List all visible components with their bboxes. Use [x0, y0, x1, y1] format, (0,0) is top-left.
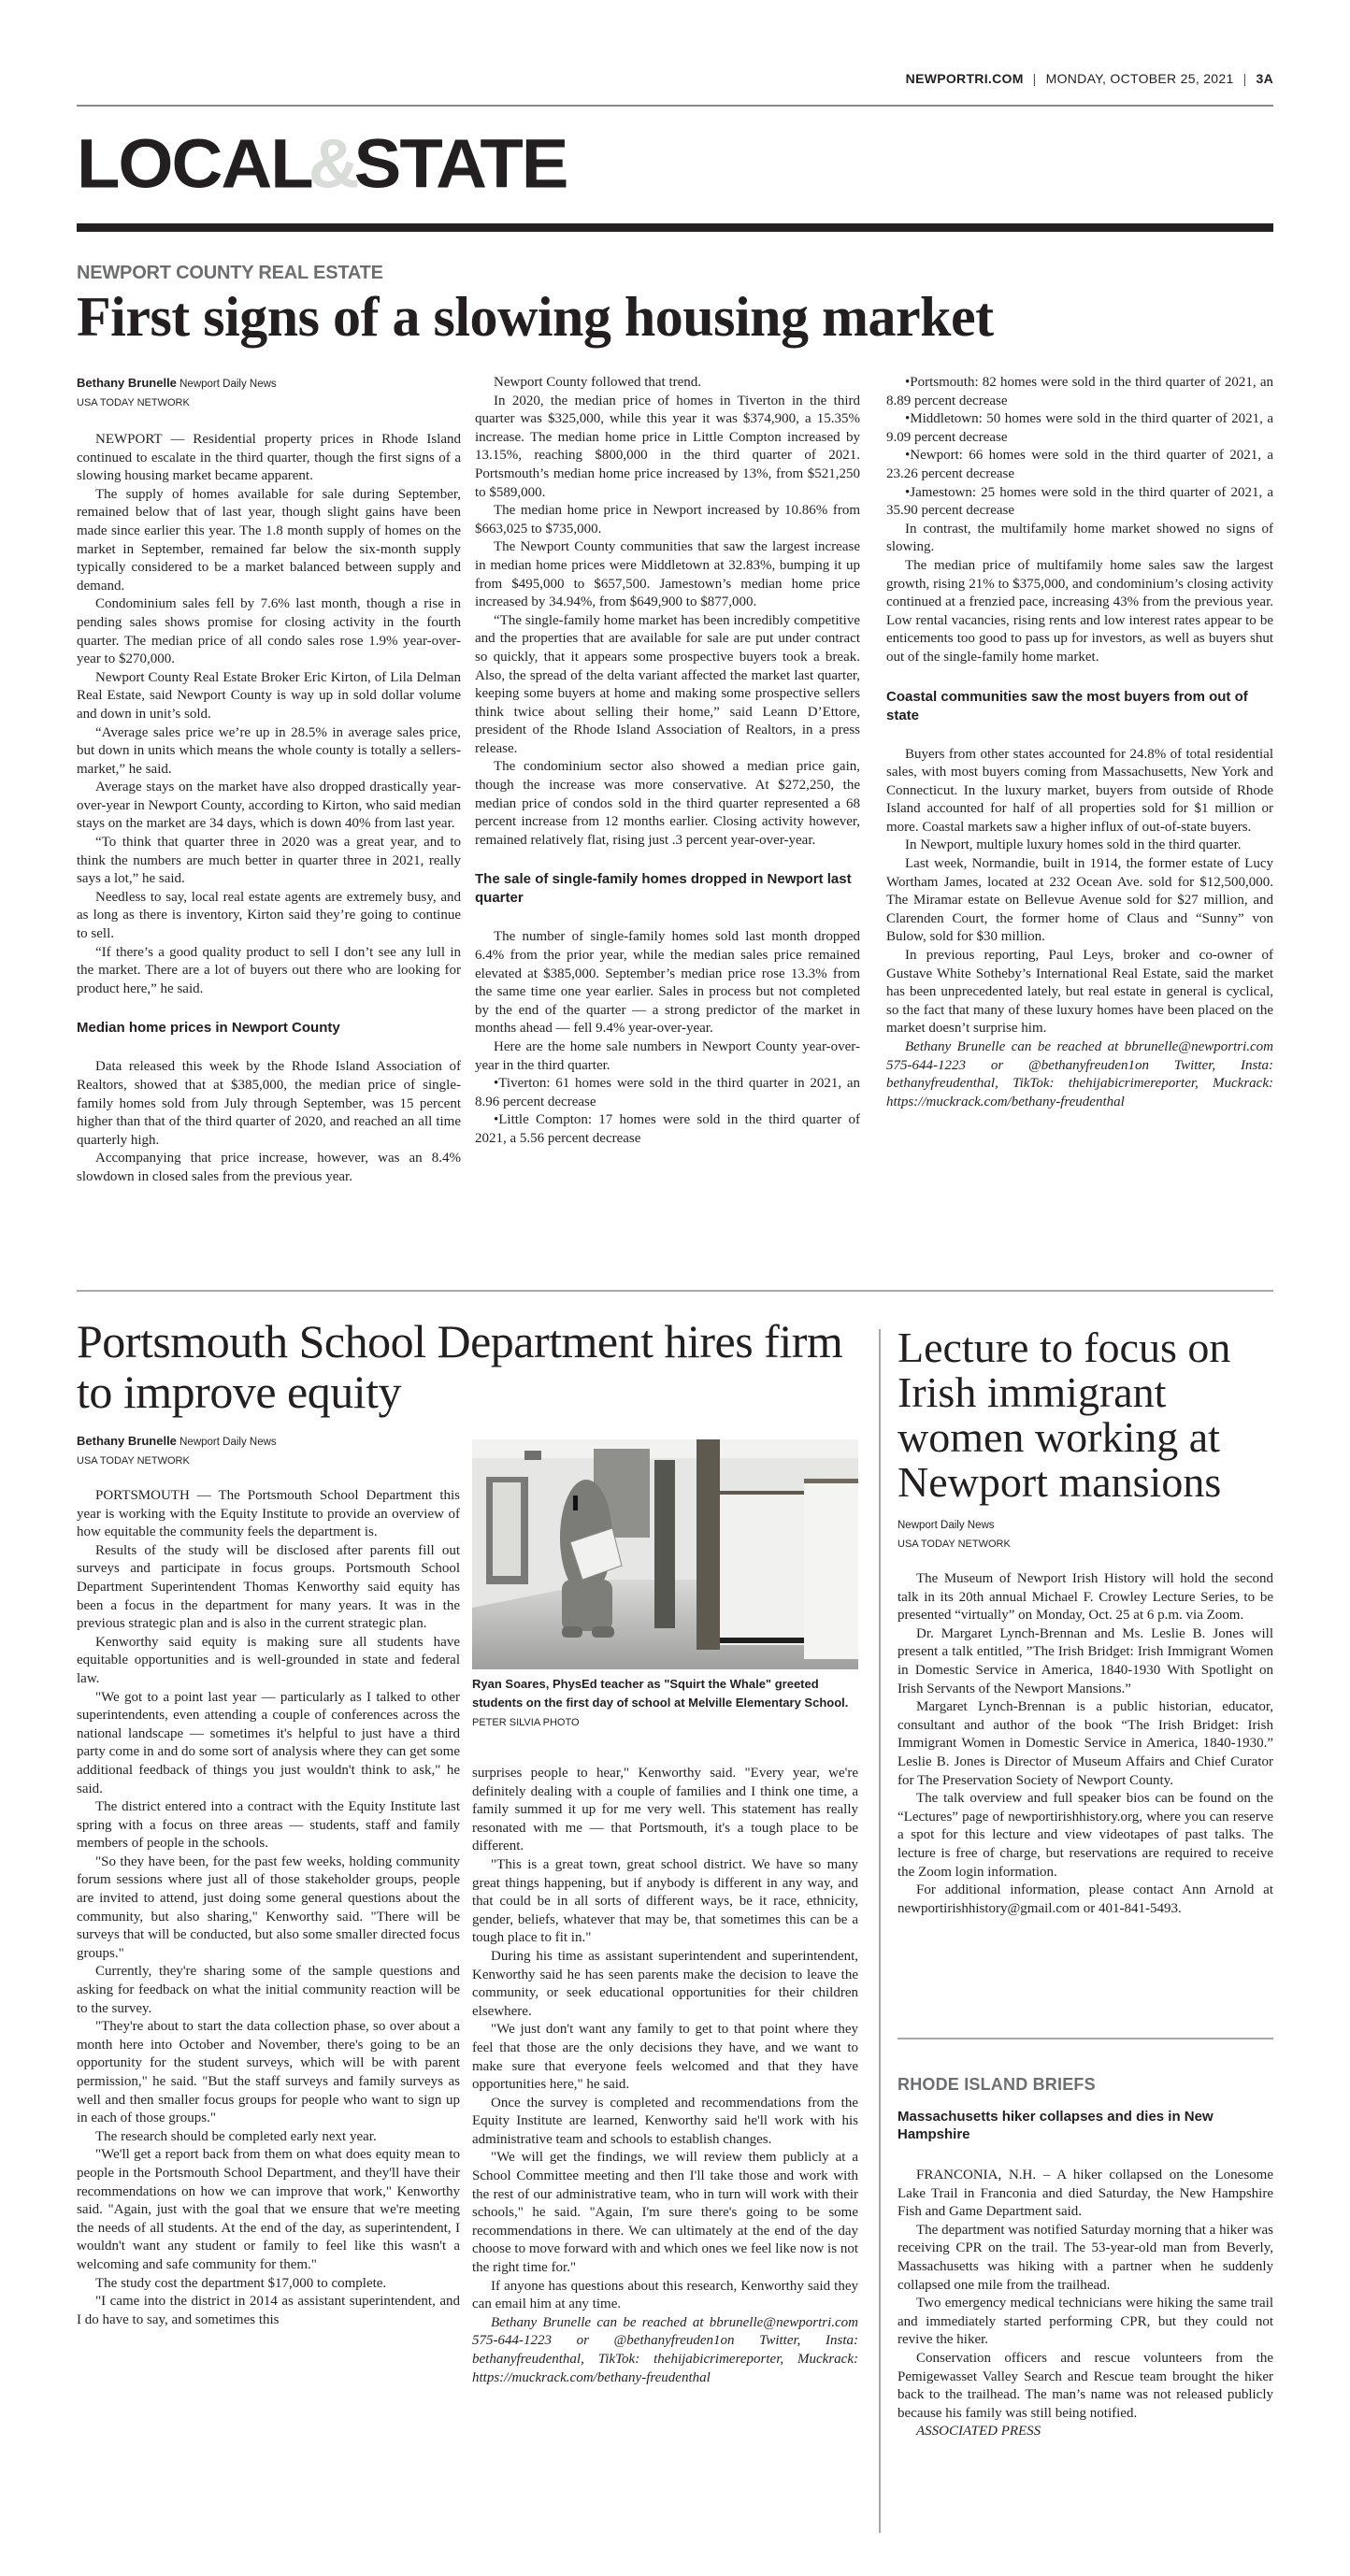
paragraph: The median home price in Newport increased by 10.86% from $663,025 to $735,000.: [475, 503, 860, 537]
subhead-coastal-buyers: Coastal communities saw the most buyers from out of state: [886, 688, 1248, 723]
story1-column-2: [475, 374, 860, 1149]
hallway-mascot-photo-icon: [472, 1439, 858, 1669]
bullet-item: • Tiverton: 61 homes were sold in the third quarter in 2021, an 8.96 percent decrease: [475, 1075, 860, 1111]
byline-network: USA TODAY NETWORK: [898, 1538, 1011, 1550]
paragraph: “The single-family home market has been incredibly competitive and the properties that are available for sale are put under contract so quickly, that it appears some prospective buyers took a break. Also, the spread of the delta variant affected the market last quarter, keeping some buyers at home and making some prospective sellers think twice about selling their home,” said Leann D’Ettore, president of the Rhode Island Association of Realtors, in a press release.: [475, 612, 860, 756]
paragraph: FRANCONIA, N.H. – A hiker collapsed on the Lonesome Lake Trail in Franconia and died Saturday, the New Hampshire Fish and Game Department said.: [898, 2168, 1273, 2220]
paragraph: Last week, Normandie, built in 1914, the former estate of Lucy Wortham James, located at 232 Ocean Ave. sold for $12,500,000. The Miramar estate on Bellevue Avenue sold for $27 million, and Clarenden Court, the former home of Claus and “Sunny” von Bulow, sold for $30 million.: [886, 856, 1273, 945]
story2-headline: Portsmouth School Department hires firm to improve equity: [77, 1315, 843, 1418]
paragraph: "This is a great town, great school district. We have so many great things happening, but if anybody is different in any way, and that could be in all sorts of different ways, be it race, ethnicity, gender, beliefs, whatever that may be, that sometimes this can be a tough place to fit in.": [472, 1856, 858, 1946]
story2-column-1: [77, 1432, 460, 2329]
story1-column-1: [77, 374, 461, 1187]
briefs-section-label: RHODE ISLAND BRIEFS: [898, 2075, 1096, 2094]
paragraph: Data released this week by the Rhode Island Association of Realtors, showed that at $385,000, the median price of single-family homes sold from July through September, was 15 percent higher than that of the third quarter of 2020, and reached an all time quarterly high.: [77, 1059, 461, 1148]
paragraph: “If there’s a good quality product to sell I don’t see any lull in the market. There are a lot of buyers out there who are looking for product here,” he said.: [77, 944, 461, 996]
paragraph: Average stays on the market have also dropped drastically year-over-year in Newport County, according to Kirton, who said median stays on the market are 34 days, which is down 40% from last year.: [77, 780, 461, 832]
site-name: NEWPORTRI.COM: [905, 71, 1024, 86]
byline-outlet: Newport Daily News: [898, 1520, 995, 1531]
paragraph: Currently, they're sharing some of the sample questions and asking for feedback on what the initial community reaction will be to the survey.: [77, 1964, 460, 2016]
byline-outlet: Newport Daily News: [180, 379, 277, 390]
paragraph: Margaret Lynch-Brennan is a public historian, educator, consultant and author of the book “The Irish Bridget: Irish Immigrant Women in Domestic Service in America, 1840-1930.” Leslie B. Jones is Director of Museum Affairs and Chief Curator for The Preservation Society of Newport County.: [898, 1699, 1273, 1788]
paragraph: The talk overview and full speaker bios can be found on the “Lectures” page of newportirishhistory.org, where you can reserve a spot for this lecture and view videotapes of past talks. The lecture is free of charge, but reservations are required to receive the Zoom login information.: [898, 1791, 1273, 1880]
paragraph: The study cost the department $17,000 to complete.: [95, 2275, 387, 2291]
paragraph: The median price of multifamily home sales saw the largest growth, rising 21% to $375,000, and condominium’s closing activity continued at a frenzied pace, increasing 43% from the previous year. Low rental vacancies, rising rents and low interest rates appear to be enticements too good to pass up for investors, as well as buyers shut out of the single-family home market.: [886, 557, 1273, 665]
paragraph: Accompanying that price increase, however, was an 8.4% slowdown in closed sales from the previous year.: [77, 1151, 461, 1184]
paragraph: In 2020, the median price of homes in Tiverton in the third quarter was $325,000, while this year it was $374,900, a 15.35% increase. The median home price in Little Compton increased by 13.15%, reaching $800,000 in the third quarter of 2021. Portsmouth’s median home price increased by 13%, from $521,250 to $589,000.: [475, 393, 860, 500]
photo-caption: [472, 1675, 858, 1732]
story3-byline: [898, 1516, 1273, 1553]
paragraph: Condominium sales fell by 7.6% last month, though a rise in pending sales shows promise for closing activity in the fourth quarter. The median price of all condo sales rose 1.9% year-over-year to $270,000.: [77, 596, 461, 667]
folio: [906, 71, 1273, 86]
bullet-item: • Portsmouth: 82 homes were sold in the third quarter of 2021, an 8.89 percent decrease: [886, 374, 1273, 410]
story1-kicker: NEWPORT COUNTY REAL ESTATE: [77, 263, 383, 283]
story1-byline: [77, 374, 461, 412]
paragraph: The number of single-family homes sold last month dropped 6.4% from the prior year, while the median sales price remained elevated at $385,000. September’s median price rose 13.3% from the same time one year earlier. Sales in process but not completed by the end of the quarter — a strong predictor of the market in months ahead — fell 9.4% year-over-year.: [475, 929, 860, 1037]
author-contact: Bethany Brunelle can be reached at bbrunelle@newportri.com 575-644-1223 or @bethanyfreuden1on Twitter, Insta: bethanyfreudenthal, TikTok: thehijabicrimereporter, Muckrack: https://muckrack.com/bethany-freudenthal: [886, 1039, 1273, 1109]
paragraph: Results of the study will be disclosed after parents fill out surveys and participate in focus groups. Portsmouth School Department Superintendent Thomas Kenworthy said equity has been a focus in the department for many years. It was in the previous strategic plan and is also in the current strategic plan.: [77, 1542, 460, 1632]
paragraph: Dr. Margaret Lynch-Brennan and Ms. Leslie B. Jones will present a talk entitled, ”The Irish Bridget: Irish Immigrant Women in Domestic Service in America, 1840-1930 With Spotlight on Irish Servants of the Newport Mansions.”: [898, 1625, 1273, 1696]
paragraph: Conservation officers and rescue volunteers from the Pemigewasset Valley Search and Rescue team brought the hiker back to the trailhead. The man’s name was not released publicly because his family was still being notified.: [898, 2350, 1273, 2421]
paragraph: The department was notified Saturday morning that a hiker was receiving CPR on the trail. The 53-year-old man from Beverly, Massachusetts was hiking with a partner when he suddenly collapsed one mile from the trailhead.: [898, 2222, 1273, 2293]
paragraph: “To think that quarter three in 2020 was a great year, and to think the numbers are much better in quarter three in 2021, really says a lot,” he said.: [77, 835, 461, 887]
story1-headline: First signs of a slowing housing market: [77, 286, 994, 348]
paragraph: The research should be completed early next year.: [95, 2128, 377, 2144]
story3-column: [898, 1516, 1273, 1918]
paragraph: "We will get the findings, we will review them publicly at a School Committee meeting and then I'll take those and work with the rest of our administrative team, who in turn will work with their schools," he said. "Again, I'm sure there's going to be some recommendations in there. We can ultimately at the end of the day choose to move forward with and which ones we feel like now is not the right time for.": [472, 2150, 858, 2276]
paragraph: In contrast, the multifamily home market showed no signs of slowing.: [886, 521, 1273, 555]
section-masthead: [77, 124, 567, 204]
paragraph: In Newport, multiple luxury homes sold in the third quarter.: [905, 837, 1242, 853]
paragraph: "I came into the district in 2014 as assistant superintendent, and I do have to say, and sometimes this: [77, 2294, 460, 2327]
byline-outlet: Newport Daily News: [180, 1437, 277, 1448]
section-divider: [77, 1290, 1273, 1292]
author-contact: Bethany Brunelle can be reached at bbrunelle@newportri.com 575-644-1223 or @bethanyfreuden1on Twitter, Insta: bethanyfreudenthal, TikTok: thehijabicrimereporter, Muckrack: https://muckrack.com/bethany-freudenthal: [472, 2314, 858, 2385]
paragraph: Newport County followed that trend.: [494, 375, 702, 390]
paragraph: Two emergency medical technicians were hiking the same trail and immediately started performing CPR, but they could not revive the hiker.: [898, 2296, 1273, 2348]
story1-column-3: [886, 374, 1273, 1111]
brief-body: [898, 2167, 1273, 2441]
paragraph: The Museum of Newport Irish History will hold the second talk in its 20th annual Michael F. Crowley Lecture Series, to be presented “virtually” on Monday, Oct. 25 at 6 p.m. via Zoom.: [898, 1571, 1273, 1624]
paragraph: PORTSMOUTH — The Portsmouth School Department this year is working with the Equity Institute to provide an overview of how equitable the community feels the department is.: [77, 1488, 460, 1540]
paragraph: Here are the home sale numbers in Newport County year-over-year in the third quarter.: [475, 1039, 860, 1073]
brief-headline: Massachusetts hiker collapses and dies in New Hampshire: [898, 2109, 1214, 2142]
photo-credit: PETER SILVIA PHOTO: [472, 1717, 580, 1728]
briefs-rule: [898, 2038, 1273, 2039]
byline-author: Bethany Brunelle: [77, 376, 177, 390]
paragraph: "So they have been, for the past few weeks, holding community forum sessions where just all of those stakeholder groups, people are invited to attend, just doing some general questions about the community, but also sharing," Kenworthy said. "There will be surveys that will be conducted, but also some smaller directed focus groups.": [77, 1853, 460, 1961]
bullet-item: • Jamestown: 25 homes were sold in the third quarter of 2021, a 35.90 percent decrease: [886, 484, 1273, 521]
paragraph: "We'll get a report back from them on what does equity mean to people in the Portsmouth School Department, and they'll have their recommendations on how we can improve that work," Kenworthy said. "Again, just with the goal that we ensure that we're meeting the needs of all students. At the end of the day, as superintendent, I wouldn't want any student or family to feel like this wasn't a welcoming and safe community for them.": [77, 2147, 460, 2272]
byline-author: Bethany Brunelle: [77, 1434, 177, 1448]
story3-headline: Lecture to focus on Irish immigrant women working at Newport mansions: [898, 1324, 1231, 1506]
paragraph: Newport County Real Estate Broker Eric Kirton, of Lila Delman Real Estate, said Newport County is way up in sold dollar volume and down in unit’s sold.: [77, 669, 461, 722]
paragraph: Needless to say, local real estate agents are extremely busy, and as long as there is inventory, Kirton said they’re going to continue to sell.: [77, 889, 461, 942]
byline-network: USA TODAY NETWORK: [77, 397, 190, 408]
paragraph: Kenworthy said equity is making sure all students have equitable opportunities and is well-grounded in state and federal law.: [77, 1634, 460, 1686]
paragraph: "They're about to start the data collection phase, so over about a month here into October and November, there's going to be an opportunity for the student surveys, which will be with parent permission," he said. "But the staff surveys and family surveys as well and then smaller focus groups for people who want to sign up in each of those groups.": [77, 2019, 460, 2126]
paragraph: “Average sales price we’re up in 28.5% in average sales price, but down in units which means the whole county is totally a sellers-market,” he said.: [77, 724, 461, 777]
bullet-item: • Little Compton: 17 homes were sold in the third quarter of 2021, a 5.56 percent decrease: [475, 1111, 860, 1148]
news-photo: [472, 1439, 858, 1669]
story2-column-2: [472, 1765, 858, 2387]
story2-byline: [77, 1432, 460, 1470]
paragraph: The supply of homes available for sale during September, remained below that of last year, though slight gains have been made since earlier this year. The 1.8 month supply of homes on the market in September, remained far below the six-month supply typically considered to be a market balanced between supply and demand.: [77, 486, 461, 594]
bullet-item: • Middletown: 50 homes were sold in the third quarter of 2021, a 9.09 percent decrease: [886, 410, 1273, 447]
paragraph: NEWPORT — Residential property prices in Rhode Island continued to escalate in the third quarter, though the first signs of a slowing housing market became apparent.: [77, 432, 461, 484]
masthead-local: LOCAL: [77, 124, 312, 204]
page-number: 3A: [1256, 71, 1273, 86]
separator: |: [1242, 71, 1247, 86]
issue-date: MONDAY, OCTOBER 25, 2021: [1045, 71, 1234, 86]
paragraph: For additional information, please contact Ann Arnold at newportirishhistory@gmail.com or 401-841-5493.: [898, 1882, 1273, 1916]
paragraph: If anyone has questions about this research, Kenworthy said they can email him at any time.: [472, 2278, 858, 2312]
byline-network: USA TODAY NETWORK: [77, 1455, 190, 1467]
header-rule: [77, 105, 1273, 107]
paragraph: In previous reporting, Paul Leys, broker and co-owner of Gustave White Sotheby’s International Real Estate, said the market has been unprecedented lately, but real estate in general is cyclical, so the fact that many of these luxury homes have been placed on the market doesn’t surprise him.: [886, 948, 1273, 1037]
paragraph: The Newport County communities that saw the largest increase in median home prices were Middletown at 32.83%, bumping it up from $495,000 to $657,500. Jamestown’s median home price increased by 34.94%, from $649,900 to $877,000.: [475, 539, 860, 610]
subhead-single-family-sales: The sale of single-family homes dropped in Newport last quarter: [475, 871, 852, 907]
paragraph: During his time as assistant superintendent and superintendent, Kenworthy said he has seen parents make the decision to leave the community, or seek educational opportunities for their children elsewhere.: [472, 1948, 858, 2019]
paragraph: Once the survey is completed and recommendations from the Equity Institute are learned, Kenworthy said he'll work with his administrative team and schools to establish changes.: [472, 2095, 858, 2147]
masthead-ampersand: &: [308, 124, 358, 204]
masthead-rule: [77, 223, 1273, 232]
separator: |: [1032, 71, 1037, 86]
bullet-item: • Newport: 66 homes were sold in the third quarter of 2021, a 23.26 percent decrease: [886, 447, 1273, 483]
masthead-state: STATE: [353, 124, 567, 204]
paragraph: Buyers from other states accounted for 24.8% of total residential sales, with most buyers coming from Massachusetts, New York and Connecticut. In the luxury market, buyers from outside of Rhode Island accounted for half of all properties sold for $1 million or more. Coastal markets saw a higher influx of out-of-state buyers.: [886, 746, 1273, 835]
column-divider: [879, 1329, 881, 2533]
paragraph: "We got to a point last year — particularly as I talked to other superintendents, even attending a couple of conferences across the national landscape — sometimes it's helpful to just have a third party come in and do some sort of analysis where they can get some additional feedback of things you just wouldn't think to ask," he said.: [77, 1689, 460, 1796]
paragraph: The condominium sector also showed a median price gain, though the increase was more conservative. At $272,250, the median price of condos sold in the third quarter represented a 68 percent increase from 12 months earlier. Closing activity however, remained relatively flat, rising just .3 percent year-over-year.: [475, 759, 860, 848]
paragraph: surprises people to hear," Kenworthy said. "Every year, we're definitely dealing with a couple of families and I think one time, a family summed it up for me very well. This statement has really resonated with me — that Portsmouth, it's a tough place to be different.: [472, 1766, 858, 1854]
caption-text: Ryan Soares, PhysEd teacher as "Squirt the Whale" greeted students on the first day of school at Melville Elementary School.: [472, 1677, 849, 1710]
paragraph: The district entered into a contract with the Equity Institute last spring with a focus on three areas — students, staff and family members of people in the schools.: [77, 1799, 460, 1852]
brief-credit: ASSOCIATED PRESS: [916, 2424, 1041, 2440]
subhead-median-prices: Median home prices in Newport County: [77, 1020, 340, 1037]
paragraph: "We just don't want any family to get to that point where they feel that those are the only decisions they have, and we want to make sure that everyone feels welcomed and that they have opportunities here," he said.: [472, 2022, 858, 2093]
